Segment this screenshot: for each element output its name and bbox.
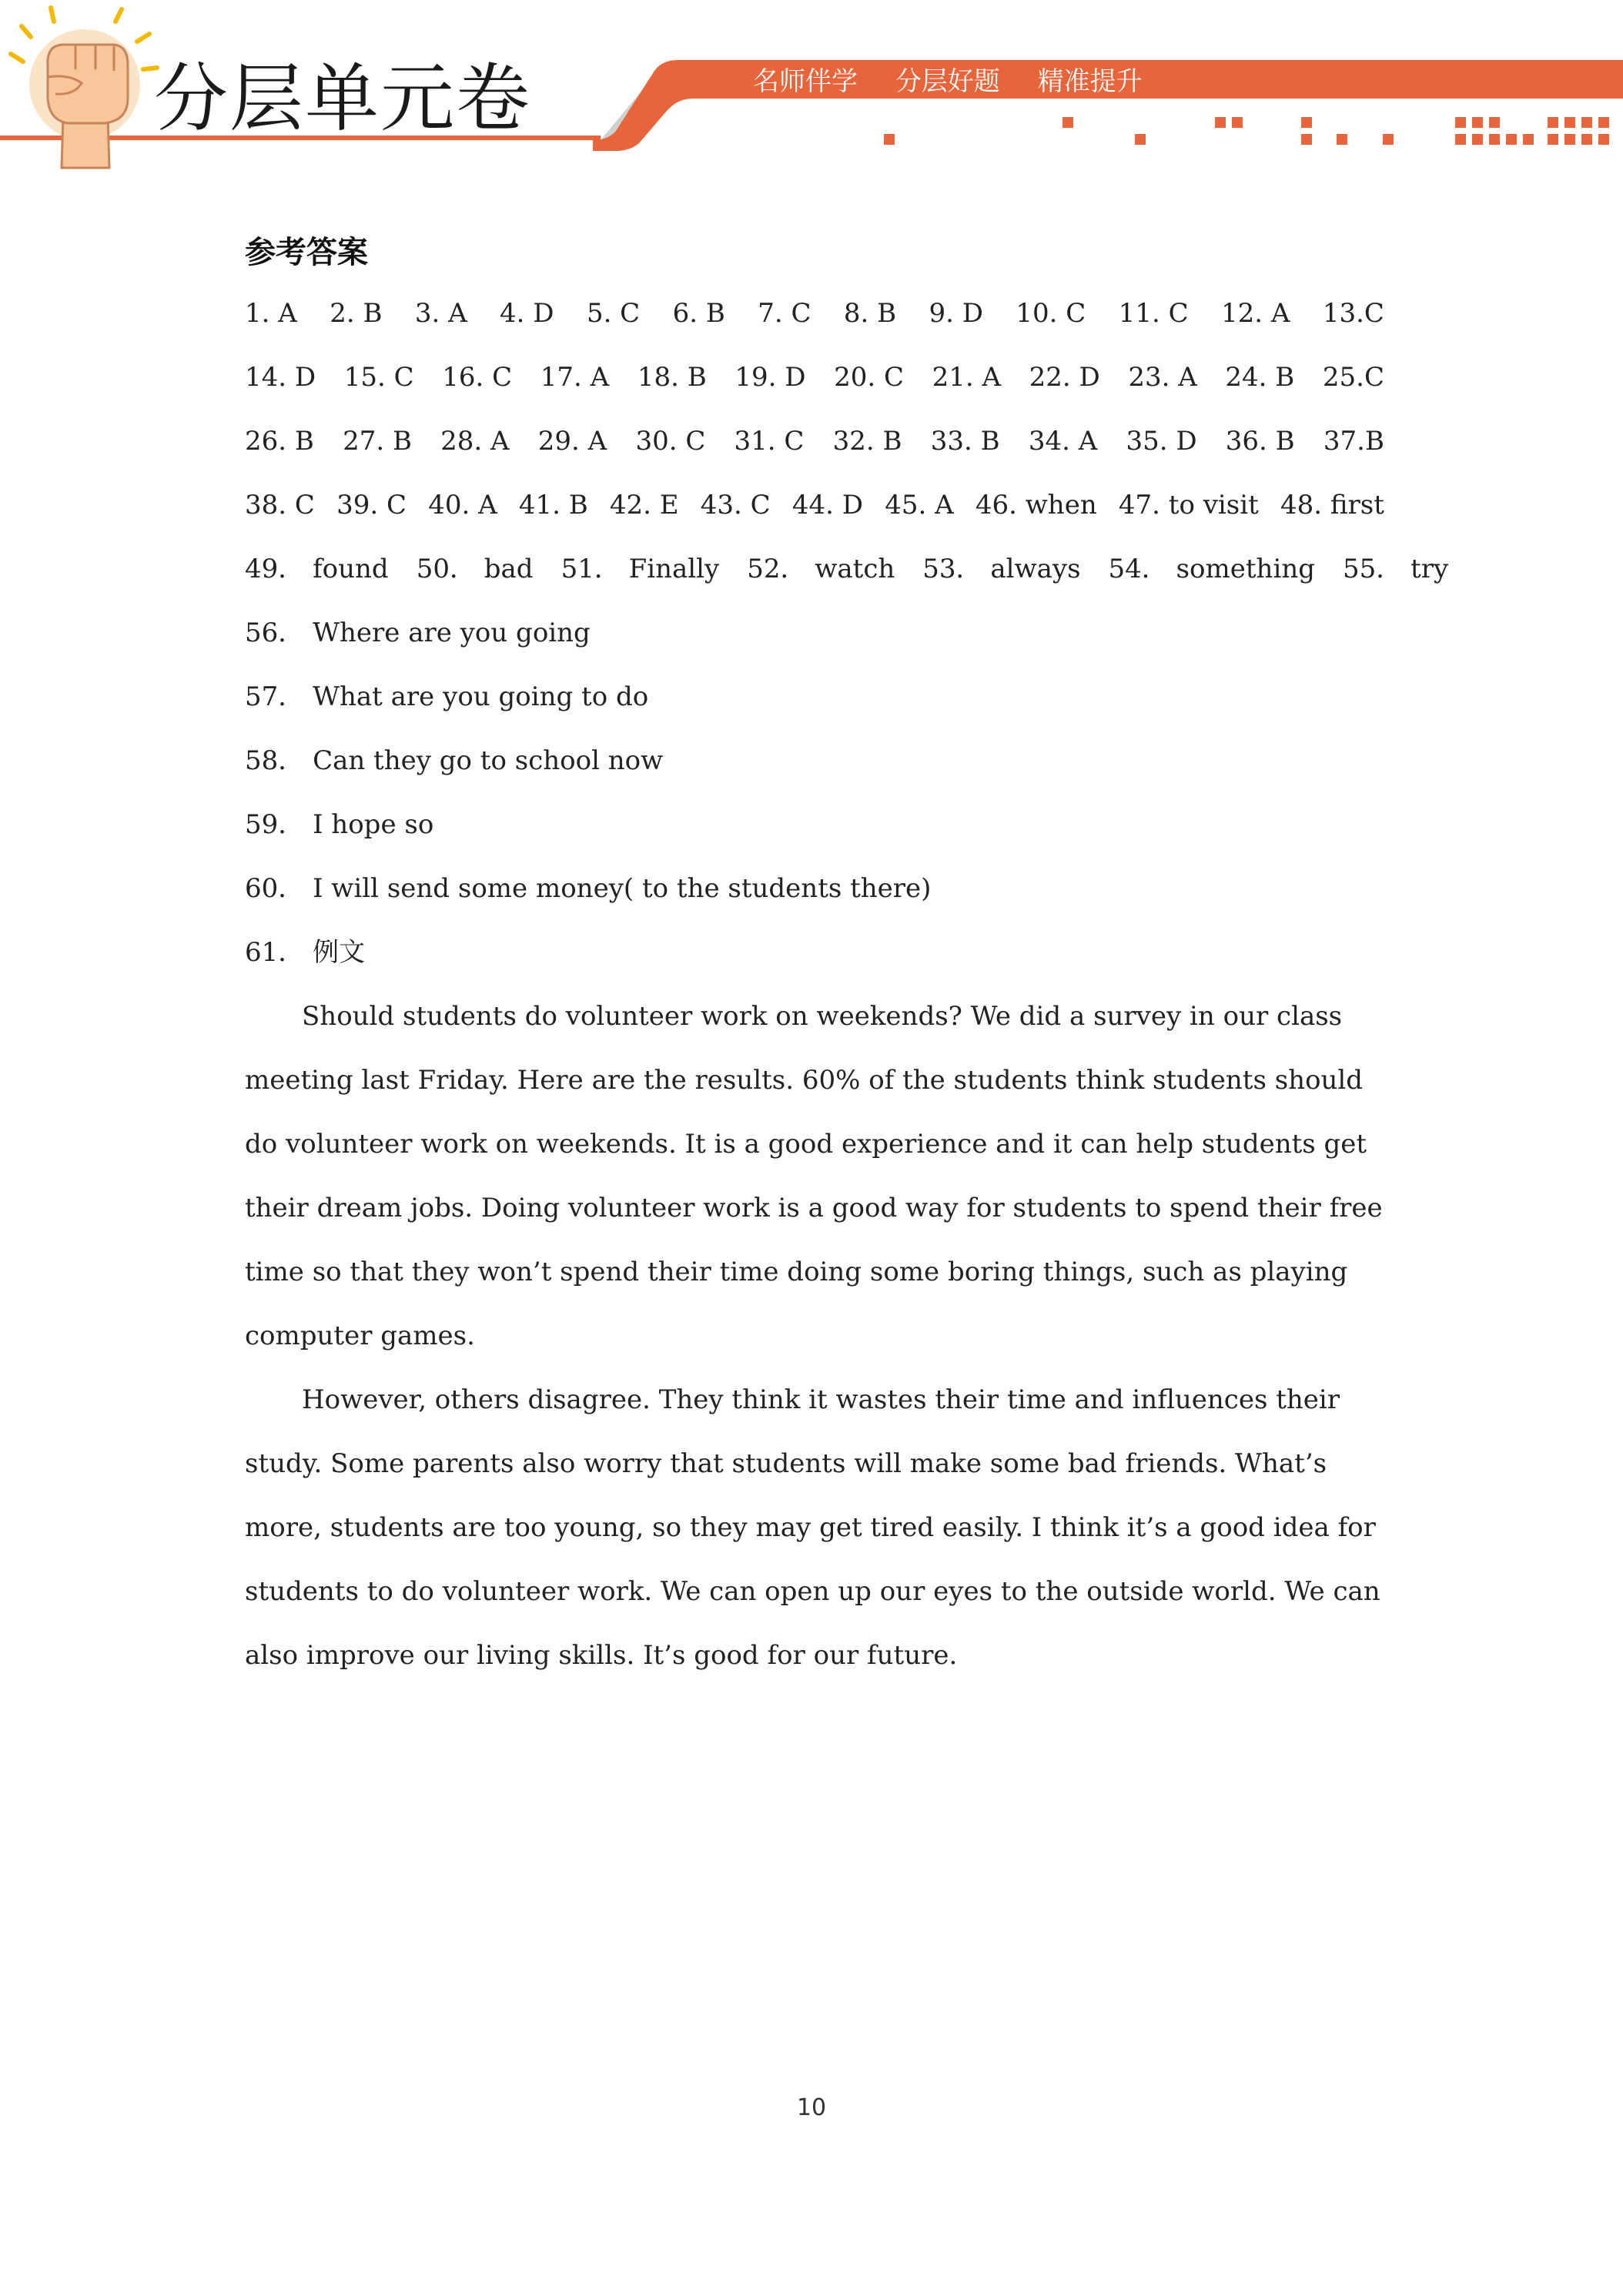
answer-item: 50． bad: [416, 554, 534, 584]
answer-item: 1. A: [245, 298, 297, 329]
answer-item: 44. D: [791, 490, 863, 520]
answer-item: 40. A: [428, 490, 497, 520]
answer-row-4: [245, 474, 1384, 537]
answer-item: 2. B: [330, 298, 383, 329]
answer-item: 20. C: [834, 362, 904, 393]
sentence-answer-57: 57． What are you going to do: [245, 681, 649, 712]
section-title: 参考答案: [245, 235, 368, 270]
answer-row-3: [245, 410, 1384, 474]
answer-item: 31. C: [734, 426, 805, 457]
answer-item: 21. A: [932, 362, 1002, 393]
essay-paragraph-2: However, others disagree. They think it wastes their time and influences their study. Some parents also worry that students will make some bad friends. What’s more, students are too young, so they may get tired easily. I think it’s a good idea for students to do volunteer work. We can open up our eyes to the outside world. We can also improve our living skills. It’s good for our future.: [245, 1384, 1380, 1671]
answer-item: 16. C: [442, 362, 513, 393]
answer-item: 54． something: [1108, 554, 1315, 584]
answer-item: 26. B: [245, 426, 314, 457]
answer-item: 25.C: [1322, 362, 1384, 393]
answer-item: 43. C: [700, 490, 771, 520]
answer-item: 29. A: [537, 426, 607, 457]
answer-item: 47. to visit: [1118, 490, 1259, 520]
answer-item: 52． watch: [747, 554, 895, 584]
slogan-2: 分层好题: [895, 66, 1000, 97]
essay-label: 61． 例文: [245, 937, 366, 968]
answer-item: 4. D: [500, 298, 554, 329]
answer-item: 19. D: [735, 362, 806, 393]
answer-key: [245, 231, 1449, 1688]
answer-item: 45. A: [885, 490, 954, 520]
answer-row-5: [245, 537, 1449, 601]
header-slogan: [753, 60, 1172, 98]
answer-item: 49． found: [245, 554, 389, 584]
slogan-3: 精准提升: [1037, 66, 1143, 97]
sentence-answer-60: 60． I will send some money( to the students there): [245, 873, 932, 904]
answer-item: 37.B: [1323, 426, 1384, 457]
answer-item: 9. D: [929, 298, 984, 329]
sentence-answer-56: 56． Where are you going: [245, 618, 591, 648]
answer-row-1: [245, 282, 1384, 346]
slogan-1: 名师伴学: [753, 66, 858, 97]
answer-row-2: [245, 346, 1384, 410]
fist-icon: [11, 8, 157, 168]
answer-item: 38. C: [245, 490, 315, 520]
essay-paragraph-1: Should students do volunteer work on weekends? We did a survey in our class meeting last Friday. Here are the results. 60% of the students think students should do volunteer work on weekends. It is a good experience and it can help students get their dream jobs. Doing volunteer work is a good way for students to spend their free time so that they won’t spend their time doing some boring things, such as playing computer games.: [245, 1001, 1383, 1351]
answer-item: 15. C: [343, 362, 414, 393]
answer-item: 32. B: [832, 426, 902, 457]
answer-item: 33. B: [930, 426, 1000, 457]
answer-item: 41. B: [518, 490, 588, 520]
answer-item: 39. C: [336, 490, 407, 520]
answer-item: 23. A: [1128, 362, 1197, 393]
answer-item: 35. D: [1126, 426, 1197, 457]
sentence-answer-59: 59． I hope so: [245, 809, 434, 840]
answer-item: 11. C: [1118, 298, 1189, 329]
brand-title: 分层单元卷: [154, 55, 531, 142]
answer-item: 17. A: [540, 362, 610, 393]
answer-item: 3. A: [414, 298, 467, 329]
decorative-squares: [884, 117, 1609, 145]
answer-item: 24. B: [1225, 362, 1295, 393]
answer-item: 14. D: [245, 362, 316, 393]
answer-item: 36. B: [1225, 426, 1295, 457]
answer-item: 51． Finally: [561, 554, 720, 584]
page-header: [0, 0, 1623, 177]
answer-item: 22. D: [1029, 362, 1100, 393]
answer-item: 30. C: [635, 426, 706, 457]
answer-item: 46. when: [975, 490, 1097, 520]
answer-item: 18. B: [637, 362, 707, 393]
answer-item: 5. C: [586, 298, 641, 329]
answer-item: 34. A: [1028, 426, 1098, 457]
sentence-answer-58: 58． Can they go to school now: [245, 745, 664, 776]
answer-item: 42. E: [609, 490, 679, 520]
answer-item: 6. B: [672, 298, 725, 329]
answer-item: 8. B: [843, 298, 897, 329]
answer-item: 28. A: [440, 426, 510, 457]
answer-item: 13.C: [1322, 298, 1384, 329]
page-number: 10: [796, 2094, 827, 2121]
answer-item: 48. first: [1280, 490, 1384, 520]
answer-item: 27. B: [343, 426, 412, 457]
answer-item: 10. C: [1016, 298, 1086, 329]
answer-item: 55． try: [1342, 554, 1449, 584]
answer-item: 7. C: [758, 298, 812, 329]
answer-item: 53． always: [922, 554, 1081, 584]
answer-item: 12. A: [1221, 298, 1290, 329]
